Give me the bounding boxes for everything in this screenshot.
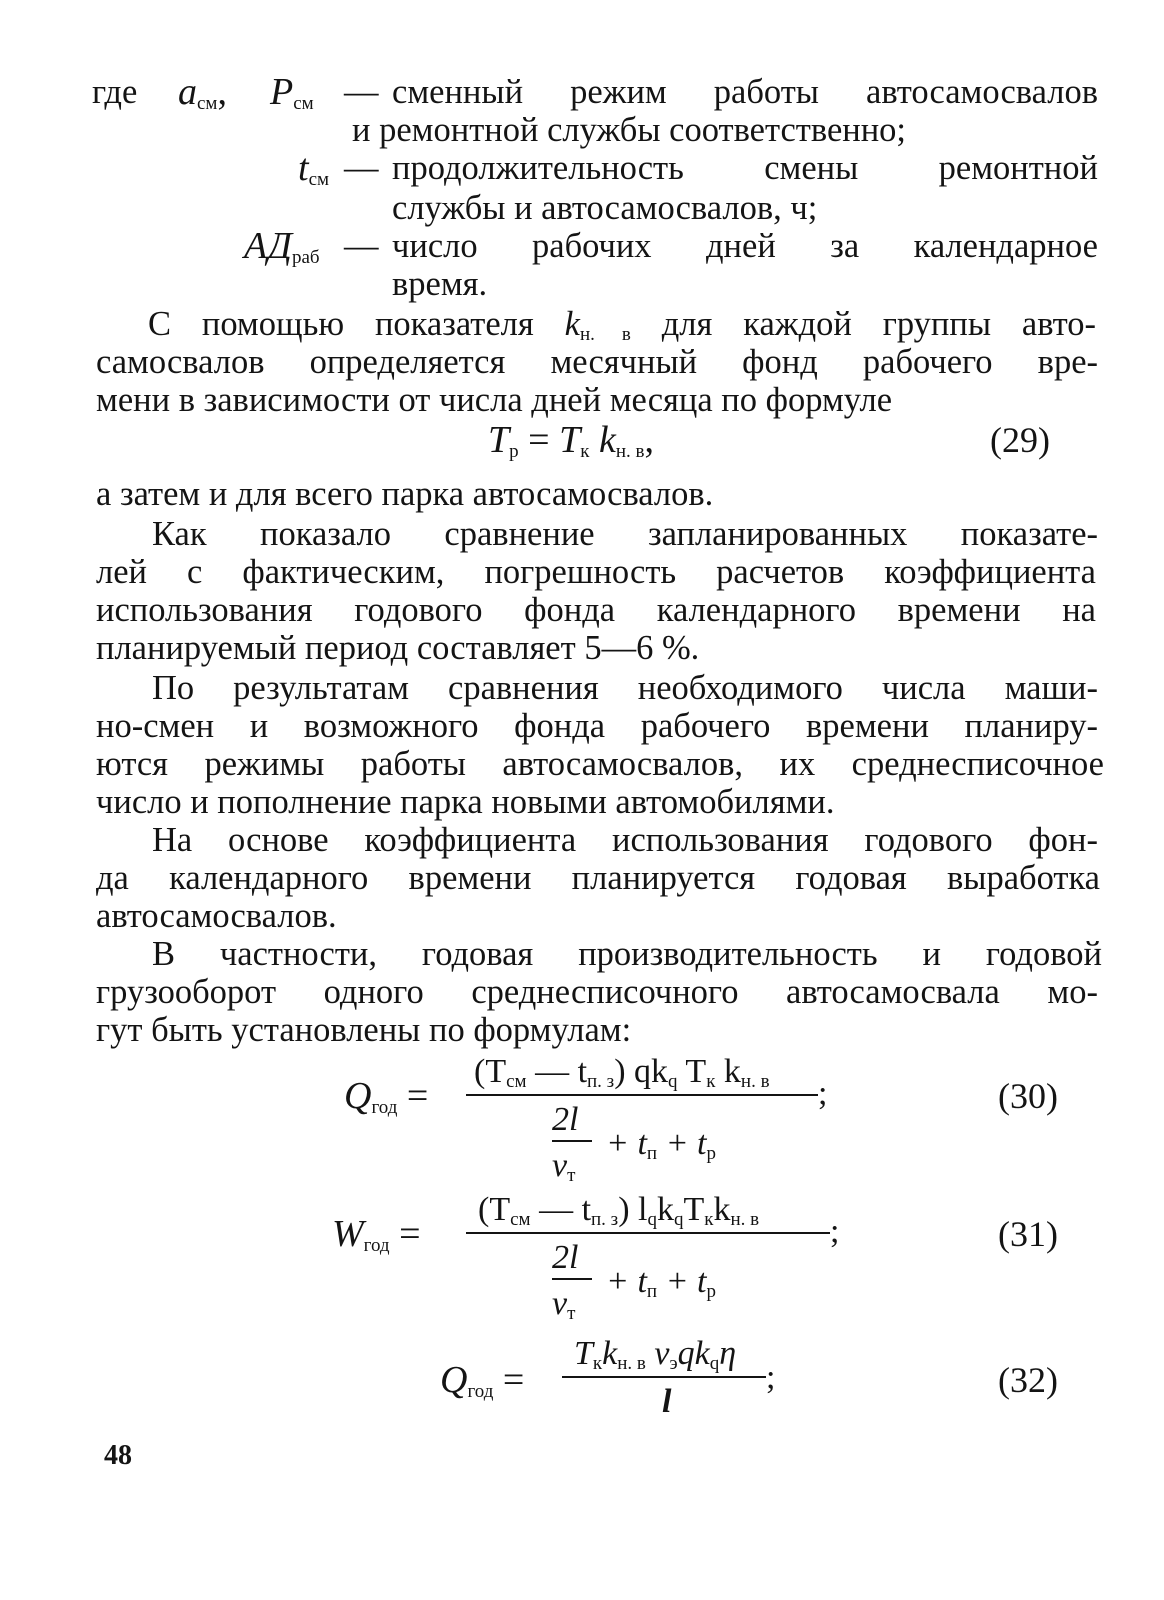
equation-number-29: (29) (990, 420, 1050, 460)
symbol-ad-rab: $АД_{раб}$ (244, 225, 320, 268)
formula-31-den-rest: + $t_п + t_р$ (606, 1263, 716, 1302)
paragraph-1-continuation: а затем и для всего парка автосамосвалов. (96, 475, 714, 513)
equation-number-32: (32) (998, 1360, 1058, 1400)
paragraph-3-line-2: но-смен и возможного фонда рабочего времени планиру- (96, 707, 1098, 745)
paragraph-1-line-2: самосвалов определяется месячный фонд рабочего вре- (96, 343, 1098, 381)
formula-31-den-bar (552, 1278, 592, 1280)
formula-30-den-bottom: $v_т$ (552, 1147, 576, 1186)
definition-text-1b: и ремонтной службы соответственно; (352, 111, 907, 149)
paragraph-3-line-4: число и пополнение парка новыми автомобилями. (96, 783, 835, 821)
formula-32-numerator: $T_кk_{н. в}$ $v_эqk_q\eta$ (574, 1335, 737, 1374)
paragraph-4-line-1: На основе коэффициента использования годового фон- (152, 821, 1098, 859)
formula-32-lhs: $Q_{год}$ = (440, 1359, 525, 1402)
paragraph-4-line-3: автосамосвалов. (96, 897, 337, 935)
symbol-t-sm: $t_{см}$ (298, 147, 330, 190)
equation-number-31: (31) (998, 1214, 1058, 1254)
paragraph-2-line-2: лей с фактическим, погрешность расчетов коэффициента (96, 553, 1096, 591)
formula-29-expression: $T_р = T_к$ $k_{н. в}$, (488, 419, 654, 462)
formula-30-den-top: 2l (552, 1101, 579, 1138)
definition-text-2b: службы и автосамосвалов, ч; (392, 189, 818, 227)
symbol-p-sm: $P_{см}$ (270, 71, 314, 114)
formula-31-tail: ; (830, 1213, 840, 1250)
definition-text-1: сменный режим работы автосамосвалов (392, 73, 1098, 111)
definition-text-2: продолжительность смены ремонтной (392, 149, 1098, 187)
formula-32-fraction-bar (562, 1376, 766, 1378)
formula-30-den-bar (552, 1140, 592, 1142)
paragraph-2-line-4: планируемый период составляет 5—6 %. (96, 629, 700, 667)
definition-dash-3: — (344, 227, 379, 265)
paragraph-3-line-3: ются режимы работы автосамосвалов, их среднесписочное (96, 745, 1104, 783)
page-number: 48 (104, 1440, 132, 1471)
paragraph-5-line-2: грузооборот одного среднесписочного автосамосвала мо- (96, 973, 1098, 1011)
paragraph-2-line-3: использования годового фонда календарного времени на (96, 591, 1096, 629)
definition-dash-2: — (344, 149, 379, 187)
formula-30-numerator: ($T_{см}$ — $t_{п. з}$) $qk_q$ $T_к$ $k_{н. в}$ (474, 1053, 770, 1092)
definition-dash-1: — (344, 73, 379, 111)
definition-text-3b: время. (392, 265, 488, 303)
formula-31-lhs: $W_{год}$ = (332, 1213, 421, 1256)
formula-31-den-top: 2l (552, 1239, 579, 1276)
symbol-a-sm: $a_{см}$, (178, 71, 227, 114)
formula-31-numerator: ($T_{см}$ — $t_{п. з}$) $l_qk_qT_кk_{н. в}$ (478, 1191, 760, 1230)
definition-text-3: число рабочих дней за календарное (392, 227, 1098, 265)
paragraph-3-line-1: По результатам сравнения необходимого числа маши- (152, 669, 1098, 707)
formula-30-tail: ; (818, 1075, 828, 1112)
formula-31-fraction-bar (466, 1232, 830, 1234)
paragraph-1-line-3: мени в зависимости от числа дней месяца по формуле (96, 381, 893, 419)
formula-30-lhs: $Q_{год}$ = (344, 1075, 429, 1118)
paragraph-1-line-1: С помощью показателя $k_{н. в}$ для каждой группы авто- (148, 305, 1097, 345)
formula-31-den-bottom: $v_т$ (552, 1285, 576, 1324)
paragraph-2-line-1: Как показало сравнение запланированных показате- (152, 515, 1098, 553)
definitions-lead: где (92, 73, 138, 111)
formula-30-den-rest: + $t_п + t_р$ (606, 1125, 716, 1164)
equation-number-30: (30) (998, 1076, 1058, 1116)
formula-30-fraction-bar (466, 1094, 818, 1096)
paragraph-5-line-1: В частности, годовая производительность и годовой (152, 935, 1102, 973)
formula-32-tail: ; (766, 1359, 776, 1396)
formula-32-denominator: l (662, 1383, 672, 1420)
paragraph-5-line-3: гут быть установлены по формулам: (96, 1011, 632, 1049)
paragraph-4-line-2: да календарного времени планируется годовая выработка (96, 859, 1100, 897)
